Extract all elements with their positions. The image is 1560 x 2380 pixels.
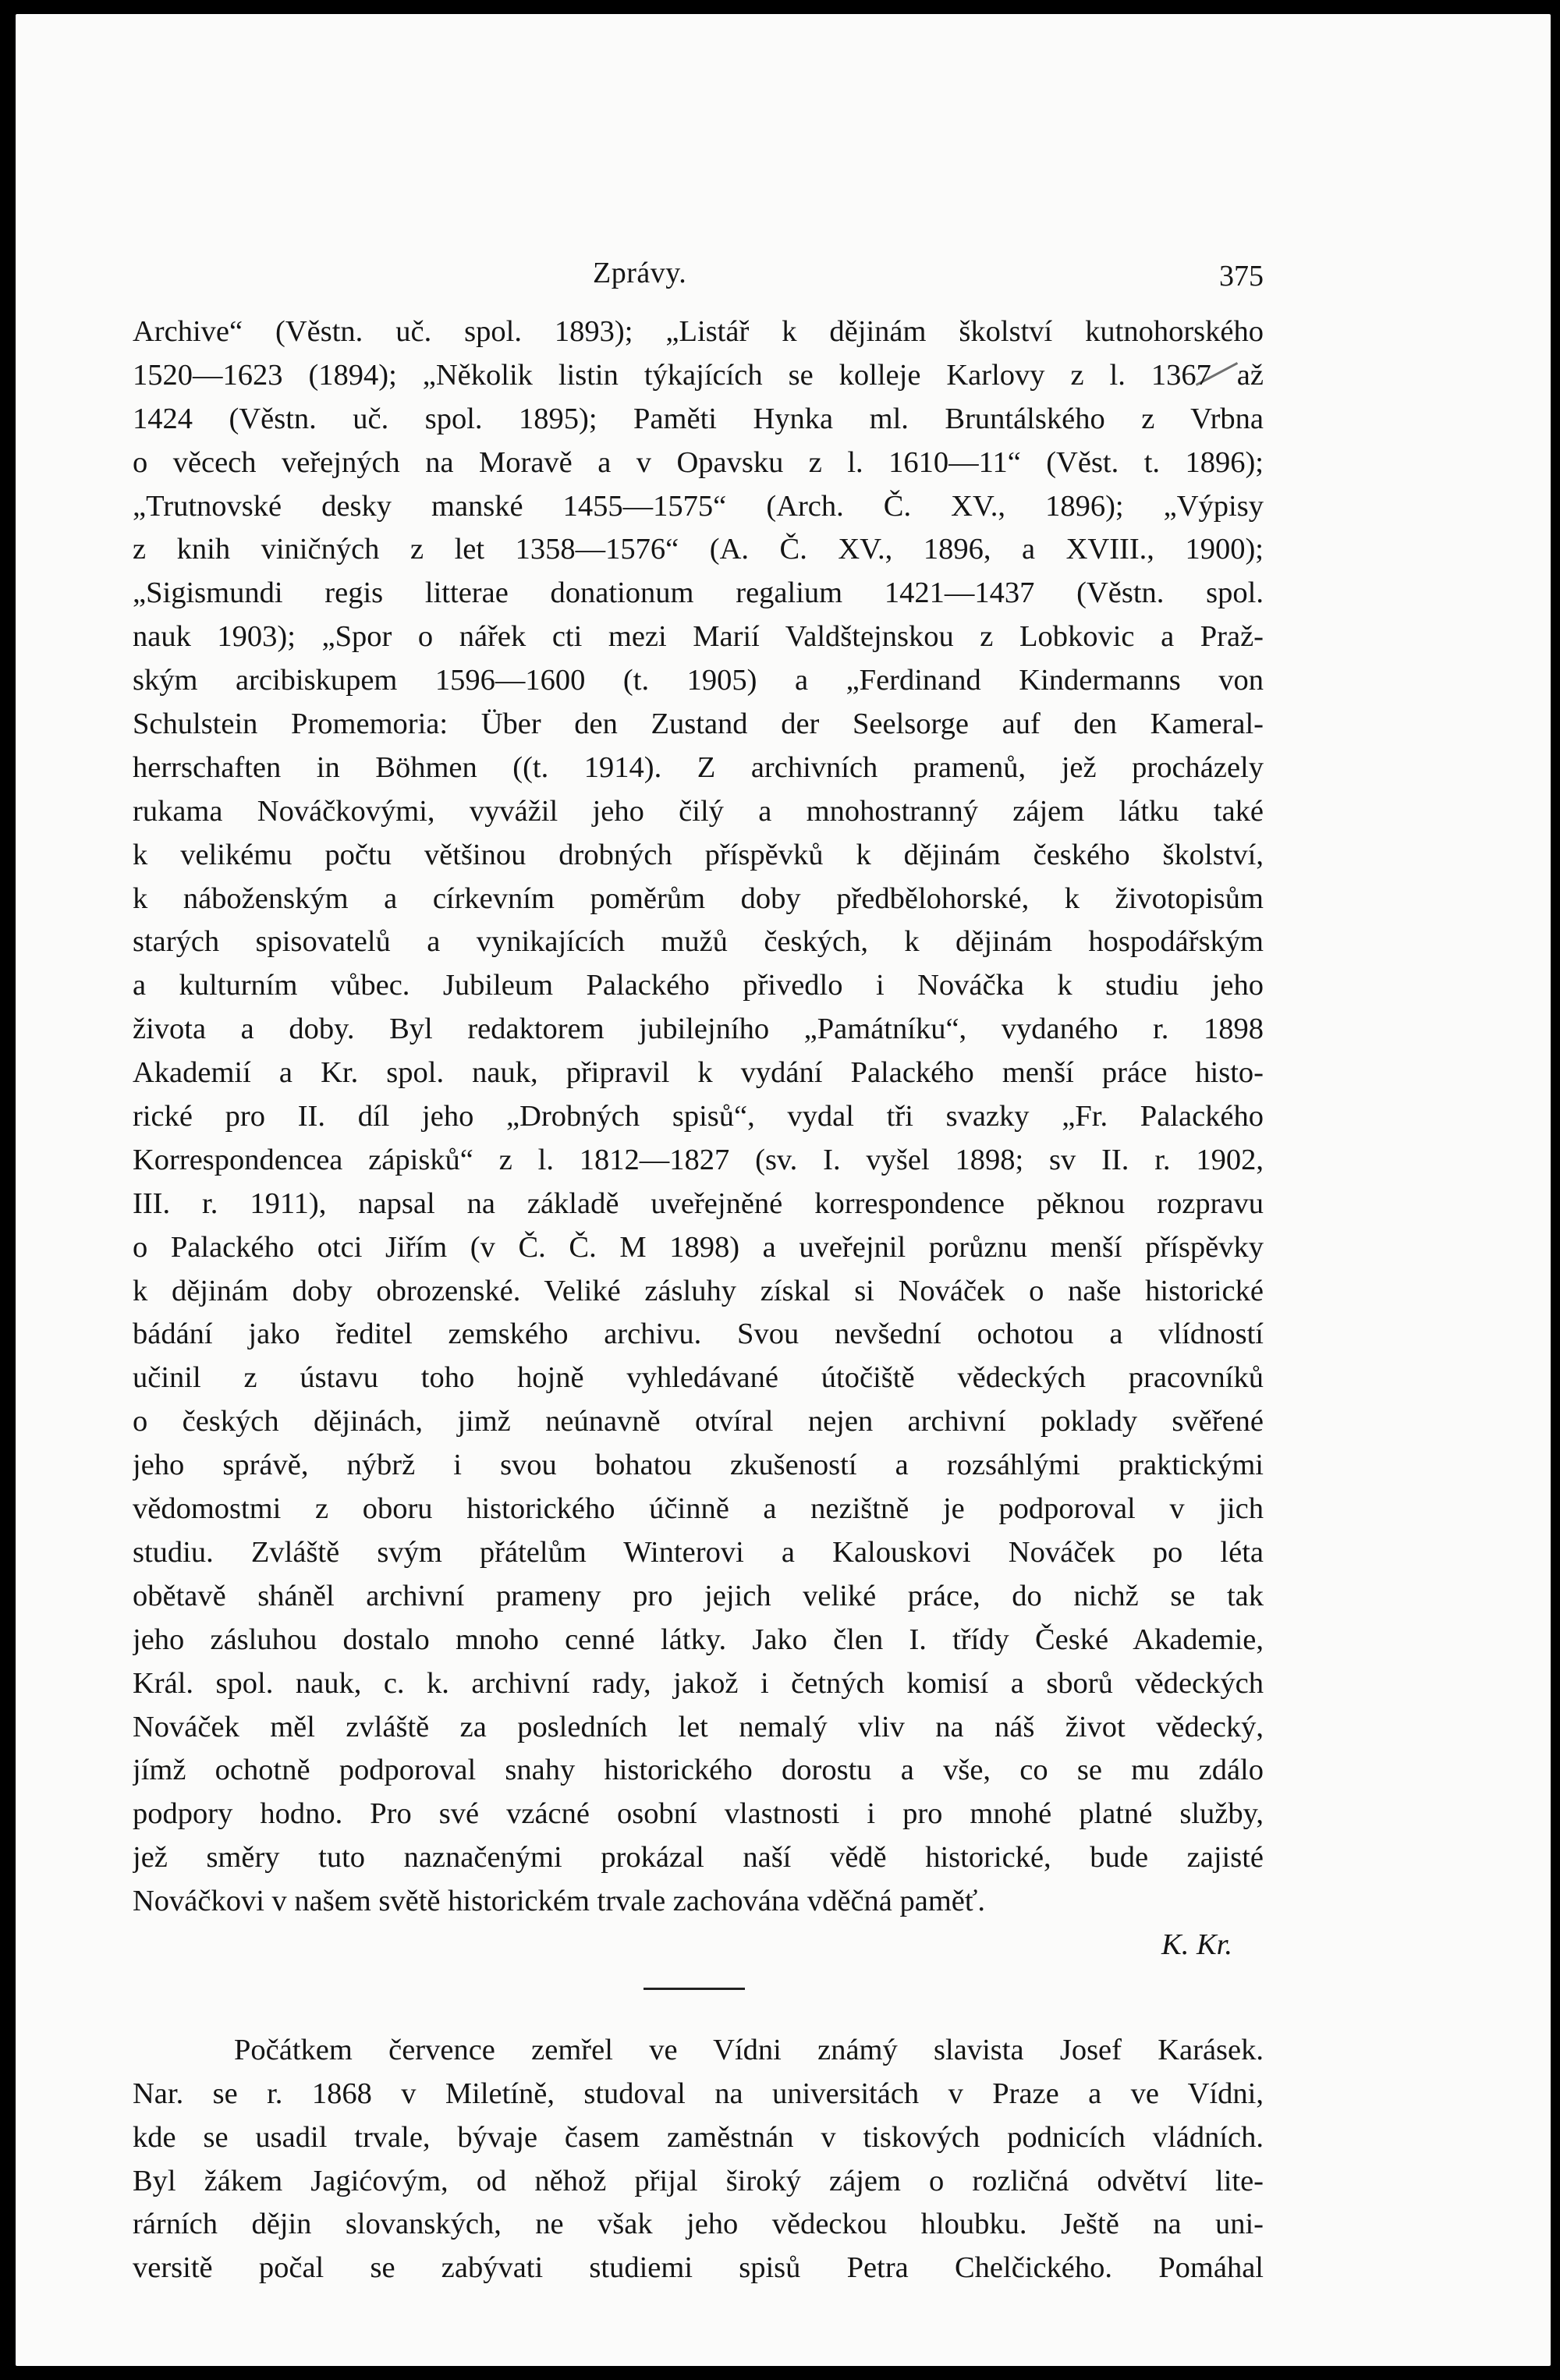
text-line: a kulturním vůbec. Jubileum Palackého přivedlo i Nováčka k studiu jeho (133, 969, 1264, 1002)
running-head-title: Zprávy. (593, 257, 687, 289)
book-page (16, 14, 1551, 2366)
section-divider (644, 1988, 745, 1990)
text-line: jeho zásluhou dostalo mnoho cenné látky. Jako člen I. třídy České Akademie, (133, 1623, 1264, 1656)
text-line: Nováček měl zvláště za posledních let nemalý vliv na náš život vědecký, (133, 1710, 1264, 1743)
text-line: k velikému počtu většinou drobných příspěvků k dějinám českého školství, (133, 838, 1264, 871)
text-line: Schulstein Promemoria: Über den Zustand der Seelsorge auf den Kameral- (133, 708, 1264, 741)
text-line: Počátkem července zemřel ve Vídni známý slavista Josef Karásek. (234, 2033, 1264, 2066)
obituary-paragraph-novacek (133, 310, 1264, 1924)
text-line: k náboženským a církevním poměrům doby předbělohorské, k životopisům (133, 881, 1264, 915)
text-line: o věcech veřejných na Moravě a v Opavsku z l. 1610—11“ (Věst. t. 1896); (133, 445, 1264, 479)
obituary-paragraph-karasek (133, 2029, 1264, 2290)
text-line: o českých dějinách, jimž neúnavně otvíral nejen archivní poklady svěřené (133, 1405, 1264, 1438)
text-line: starých spisovatelů a vynikajících mužů českých, k dějinám hospodářským (133, 925, 1264, 959)
text-line: obětavě sháněl archivní prameny pro jejich veliké práce, do nichž se tak (133, 1579, 1264, 1612)
text-line: Nováčkovi v našem světě historickém trvale zachována vděčná paměť. (133, 1885, 985, 1918)
text-line: rárních dějin slovanských, ne však jeho vědeckou hloubku. Ještě na uni- (133, 2208, 1264, 2241)
text-line: Král. spol. nauk, c. k. archivní rady, jakož i četných komisí a sborů vědeckých (133, 1666, 1264, 1700)
text-line: 1424 (Věstn. uč. spol. 1895); Paměti Hynka ml. Bruntálského z Vrbna (133, 402, 1264, 435)
running-head (133, 248, 1264, 295)
text-line: Korrespondencea zápisků“ z l. 1812—1827 (sv. I. vyšel 1898; sv II. r. 1902, (133, 1143, 1264, 1176)
text-line: o Palackého otci Jiřím (v Č. Č. M 1898) a uveřejnil porůznu menší příspěvky (133, 1230, 1264, 1264)
text-line: k dějinám doby obrozenské. Veliké zásluhy získal si Nováček o naše historické (133, 1274, 1264, 1307)
text-line: Akademií a Kr. spol. nauk, připravil k vydání Palackého menší práce histo- (133, 1056, 1264, 1090)
body-text (133, 310, 1264, 2290)
text-line: herrschaften in Böhmen ((t. 1914). Z archivních pramenů, jež procházely (133, 750, 1264, 784)
text-line: vědomostmi z oboru historického účinně a nezištně je podporoval v jich (133, 1492, 1264, 1526)
text-line: rukama Nováčkovými, vyvážil jeho čilý a mnohostranný zájem látku také (133, 794, 1264, 828)
page-number: 375 (1219, 260, 1264, 293)
text-line: „Sigismundi regis litterae donationum regalium 1421—1437 (Věstn. spol. (133, 576, 1264, 610)
text-line: života a doby. Byl redaktorem jubilejního „Památníku“, vydaného r. 1898 (133, 1013, 1264, 1046)
text-line: III. r. 1911), napsal na základě uveřejněné korrespondence pěknou rozpravu (133, 1186, 1264, 1220)
text-line: nauk 1903); „Spor o nářek cti mezi Marií Valdštejnskou z Lobkovic a Praž- (133, 620, 1264, 654)
text-line: jímž ochotně podporoval snahy historického dorostu a vše, co se mu zdálo (133, 1754, 1264, 1787)
text-line: Byl žákem Jagićovým, od něhož přijal široký zájem o rozličná odvětví lite- (133, 2164, 1264, 2197)
text-line: jeho správě, nýbrž i svou bohatou zkušeností a rozsáhlými praktickými (133, 1449, 1264, 1482)
text-line: 1520—1623 (1894); „Několik listin týkajících se kolleje Karlovy z l. 1367 až (133, 358, 1264, 392)
text-line: učinil z ústavu toho hojně vyhledávané útočiště vědeckých pracovníků (133, 1361, 1264, 1395)
text-line: ským arcibiskupem 1596—1600 (t. 1905) a „Ferdinand Kindermanns von (133, 664, 1264, 697)
text-line: z knih viničných z let 1358—1576“ (A. Č. XV., 1896, a XVIII., 1900); (133, 533, 1264, 566)
text-line: studiu. Zvláště svým přátelům Winterovi a Kalouskovi Nováček po léta (133, 1535, 1264, 1569)
text-line: rické pro II. díl jeho „Drobných spisů“, vydal tři svazky „Fr. Palackého (133, 1100, 1264, 1133)
text-line: Archive“ (Věstn. uč. spol. 1893); „Listář k dějinám školství kutnohorského (133, 315, 1264, 348)
text-line: bádání jako ředitel zemského archivu. Svou nevšední ochotou a vlídností (133, 1318, 1264, 1351)
text-line: versitě počal se zabývati studiemi spisů Petra Chelčického. Pomáhal (133, 2251, 1264, 2285)
text-line: jež směry tuto naznačenými prokázal naší vědě historické, bude zajisté (133, 1841, 1264, 1875)
text-line: podpory hodno. Pro své vzácné osobní vlastnosti i pro mnohé platné služby, (133, 1797, 1264, 1831)
text-line: kde se usadil trvale, bývaje časem zaměstnán v tiskových podnicích vládních. (133, 2120, 1264, 2154)
author-signature: K. Kr. (1161, 1928, 1232, 1961)
text-line: Nar. se r. 1868 v Miletíně, studoval na universitách v Praze a ve Vídni, (133, 2077, 1264, 2110)
text-line: „Trutnovské desky manské 1455—1575“ (Arch. Č. XV., 1896); „Výpisy (133, 489, 1264, 523)
